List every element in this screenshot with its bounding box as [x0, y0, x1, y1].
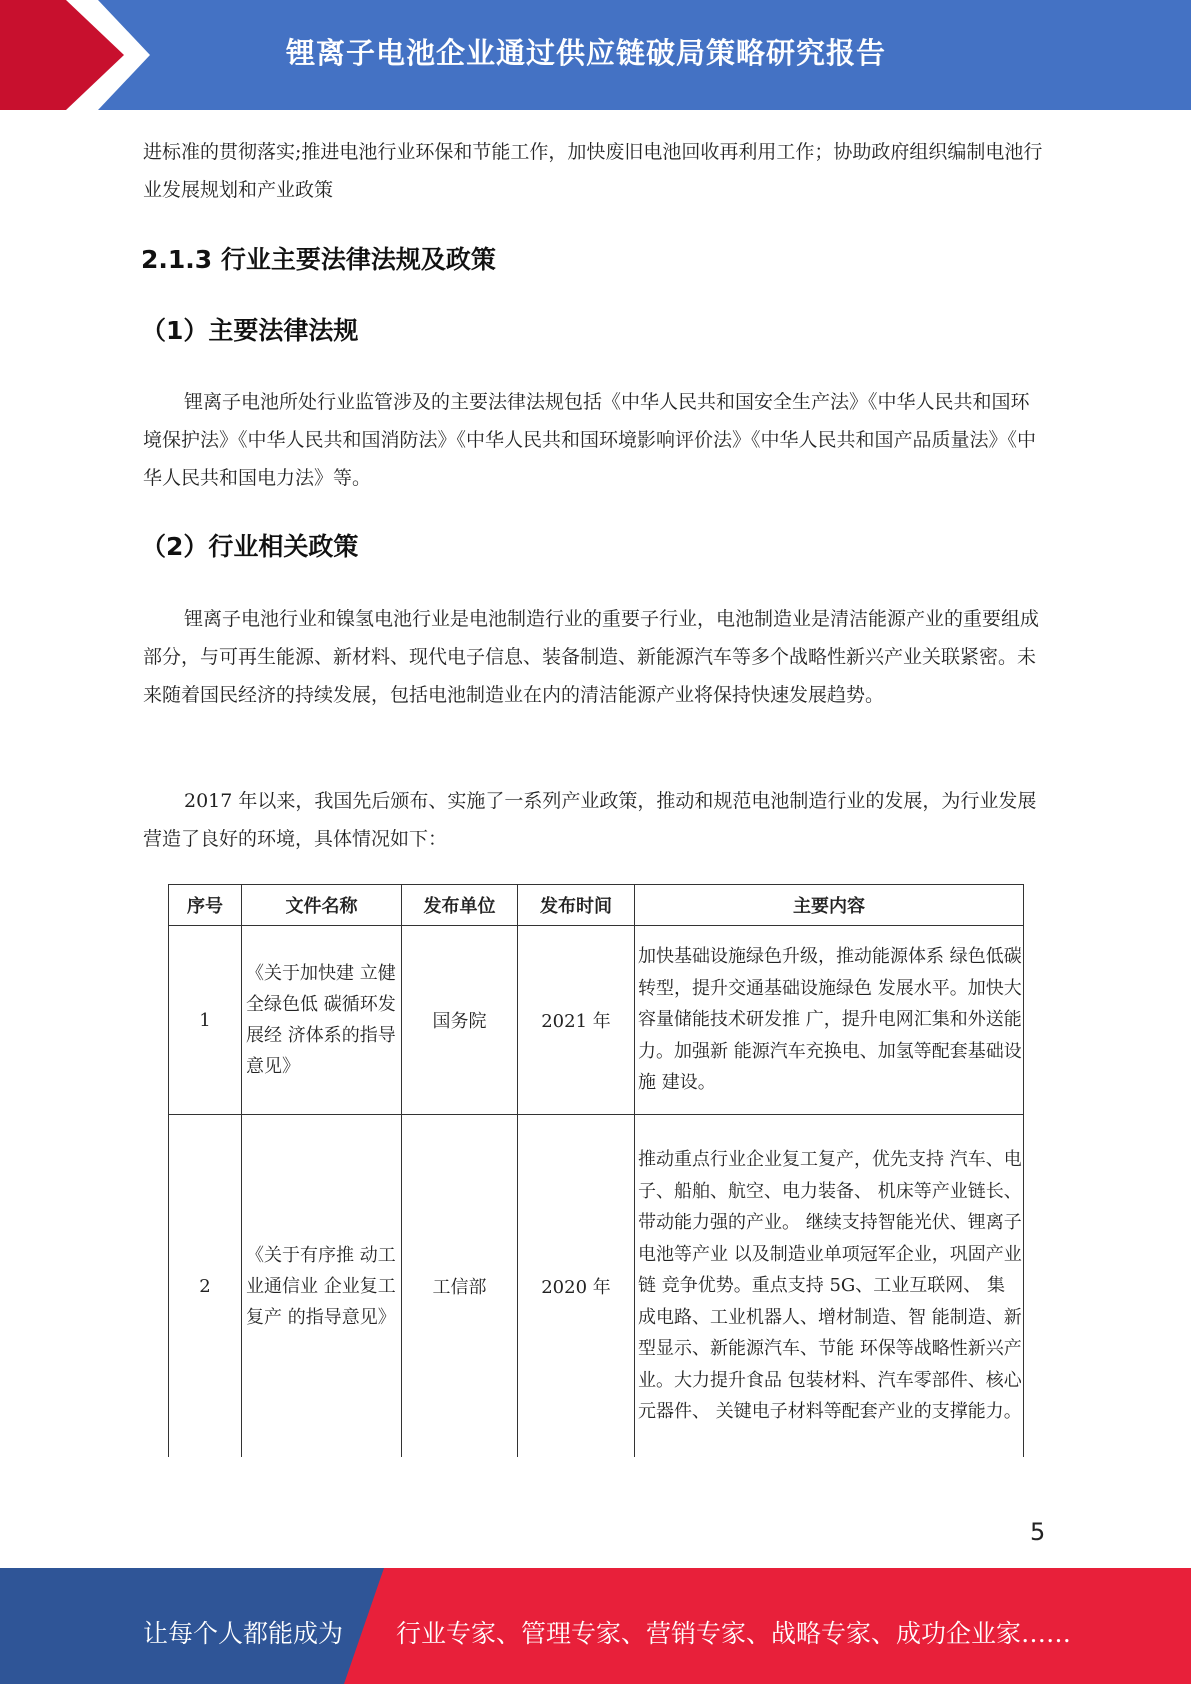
footer-slogan-left: 让每个人都能成为 [143, 1619, 344, 1648]
issuer: 工信部 [402, 1115, 518, 1458]
subsection-heading-laws: （1）主要法律法规 [141, 316, 359, 345]
issue-date: 2021 年 [518, 926, 635, 1115]
laws-paragraph: 锂离子电池所处行业监管涉及的主要法律法规包括《中华人民共和国安全生产法》《中华人民共和国环境保护法》《中华人民共和国消防法》《中华人民共和国环境影响评价法》《中华人民共和国产品质量法》《中华人民共和国电力法》等。 [143, 391, 1037, 489]
issuer: 国务院 [402, 926, 518, 1115]
column-header: 主要内容 [635, 885, 1024, 926]
document-name: 《关于加快建 立健全绿色低 碳循环发展经 济体系的指导 意见》 [242, 926, 402, 1115]
column-header: 序号 [169, 885, 242, 926]
policies-intro-paragraph: 2017 年以来，我国先后颁布、实施了一系列产业政策，推动和规范电池制造行业的发展，为行业发展营造了良好的环境，具体情况如下： [143, 790, 1037, 850]
issue-date: 2020 年 [518, 1115, 635, 1458]
footer-slogan-right: 行业专家、管理专家、营销专家、战略专家、成功企业家…… [396, 1619, 1072, 1648]
row-number: 2 [169, 1115, 242, 1458]
table-header-row [169, 885, 1024, 926]
table-row [169, 1115, 1024, 1458]
table-row [169, 926, 1024, 1115]
page-header [0, 0, 1191, 110]
subsection-heading-policies: （2）行业相关政策 [141, 532, 359, 561]
document-name: 《关于有序推 动工业通信业 企业复工复产 的指导意见》 [242, 1115, 402, 1458]
row-number: 1 [169, 926, 242, 1115]
page-footer [0, 1568, 1191, 1684]
header-arrow-decoration [0, 0, 160, 110]
intro-paragraph: 进标准的贯彻落实;推进电池行业环保和节能工作，加快废旧电池回收再利用工作；协助政府组织编制电池行业发展规划和产业政策 [143, 141, 1043, 201]
main-content: 加快基础设施绿色升级，推动能源体系 绿色低碳转型，提升交通基础设施绿色 发展水平。加快大容量储能技术研发推 广，提升电网汇集和外送能力。加强新 能源汽车充换电、加氢等配套基础设施 建设。 [635, 926, 1024, 1115]
report-title: 锂离子电池企业通过供应链破局策略研究报告 [286, 36, 887, 70]
column-header: 发布单位 [402, 885, 518, 926]
column-header: 文件名称 [242, 885, 402, 926]
column-header: 发布时间 [518, 885, 635, 926]
page-number: 5 [1030, 1518, 1046, 1546]
policies-paragraph: 锂离子电池行业和镍氢电池行业是电池制造行业的重要子行业，电池制造业是清洁能源产业的重要组成部分，与可再生能源、新材料、现代电子信息、装备制造、新能源汽车等多个战略性新兴产业关联紧密。未来随着国民经济的持续发展，包括电池制造业在内的清洁能源产业将保持快速发展趋势。 [143, 608, 1040, 706]
policy-table [168, 884, 1024, 1457]
main-content: 推动重点行业企业复工复产，优先支持 汽车、电子、船舶、航空、电力装备、 机床等产业链长、带动能力强的产业。 继续支持智能光伏、锂离子电池等产业 以及制造业单项冠军企业，巩固产业链 竞争优势。重点支持 5G、工业互联网、 集成电路、工业机器人、增材制造、智 能制造、新型显示、新能源汽车、节能 环保等战略性新兴产业。大力提升食品 包装材料、汽车零部件、核心元器件、 关键电子材料等配套产业的支撑能力。 [635, 1115, 1024, 1458]
section-heading: 2.1.3 行业主要法律法规及政策 [141, 245, 496, 274]
